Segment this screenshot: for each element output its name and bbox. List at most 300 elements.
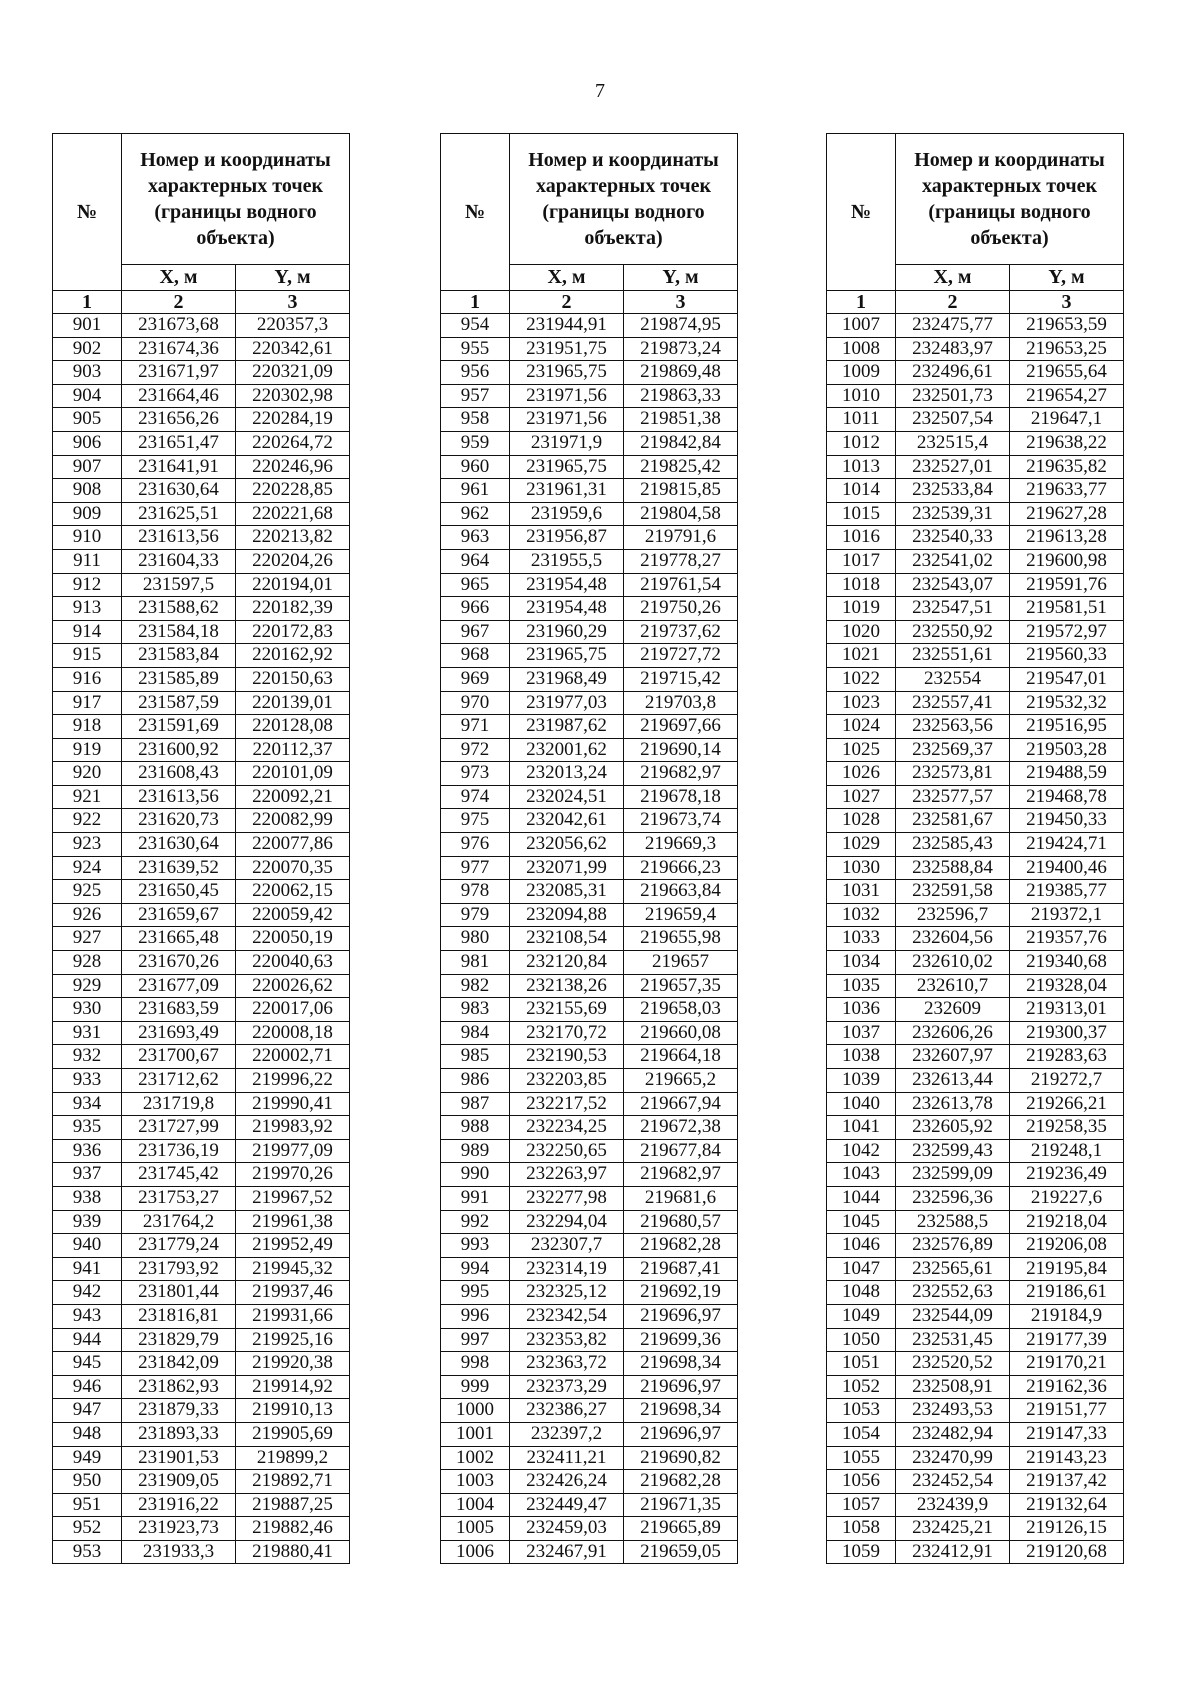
x-coordinate-cell: 232543,07: [896, 573, 1010, 597]
x-coordinate-cell: 231971,56: [510, 384, 624, 408]
table-row: [441, 1375, 738, 1399]
y-coordinate-cell: 219869,48: [624, 361, 738, 385]
header-no: №: [441, 134, 510, 291]
table-row: [53, 1517, 350, 1541]
table-row: [827, 880, 1124, 904]
table-row: [53, 738, 350, 762]
x-coordinate-cell: 231650,45: [122, 880, 236, 904]
table-row: [441, 738, 738, 762]
point-number-cell: 951: [53, 1493, 122, 1517]
x-coordinate-cell: 232508,91: [896, 1375, 1010, 1399]
table-row: [441, 1281, 738, 1305]
table-row: [827, 1186, 1124, 1210]
point-number-cell: 940: [53, 1234, 122, 1258]
y-coordinate-cell: 219996,22: [236, 1069, 350, 1093]
point-number-cell: 1051: [827, 1352, 896, 1376]
y-coordinate-cell: 219914,92: [236, 1375, 350, 1399]
y-coordinate-cell: 220026,62: [236, 974, 350, 998]
x-coordinate-cell: 232577,57: [896, 785, 1010, 809]
table-row: [827, 361, 1124, 385]
point-number-cell: 1017: [827, 549, 896, 573]
y-coordinate-cell: 219669,3: [624, 833, 738, 857]
header-col-num-1: 1: [441, 291, 510, 314]
y-coordinate-cell: 219638,22: [1010, 431, 1124, 455]
x-coordinate-cell: 231613,56: [122, 526, 236, 550]
x-coordinate-cell: 232501,73: [896, 384, 1010, 408]
table-row: [53, 903, 350, 927]
x-coordinate-cell: 232569,37: [896, 738, 1010, 762]
y-coordinate-cell: 220017,06: [236, 998, 350, 1022]
x-coordinate-cell: 232482,94: [896, 1422, 1010, 1446]
table-row: [53, 361, 350, 385]
table-row: [53, 620, 350, 644]
point-number-cell: 959: [441, 431, 510, 455]
coordinates-table-3: [826, 133, 1124, 1564]
table-row: [441, 667, 738, 691]
x-coordinate-cell: 232551,61: [896, 644, 1010, 668]
y-coordinate-cell: 220150,63: [236, 667, 350, 691]
x-coordinate-cell: 231700,67: [122, 1045, 236, 1069]
header-col-num-3: 3: [624, 291, 738, 314]
x-coordinate-cell: 232386,27: [510, 1399, 624, 1423]
x-coordinate-cell: 231630,64: [122, 833, 236, 857]
x-coordinate-cell: 231862,93: [122, 1375, 236, 1399]
point-number-cell: 915: [53, 644, 122, 668]
table-row: [827, 597, 1124, 621]
table-row: [827, 809, 1124, 833]
y-coordinate-cell: 219692,19: [624, 1281, 738, 1305]
table-row: [827, 1045, 1124, 1069]
x-coordinate-cell: 232533,84: [896, 479, 1010, 503]
point-number-cell: 1012: [827, 431, 896, 455]
point-number-cell: 982: [441, 974, 510, 998]
point-number-cell: 1040: [827, 1092, 896, 1116]
point-number-cell: 902: [53, 337, 122, 361]
y-coordinate-cell: 219663,84: [624, 880, 738, 904]
x-coordinate-cell: 232609: [896, 998, 1010, 1022]
point-number-cell: 1032: [827, 903, 896, 927]
point-number-cell: 990: [441, 1163, 510, 1187]
table-row: [53, 856, 350, 880]
y-coordinate-cell: 219910,13: [236, 1399, 350, 1423]
table-row: [827, 1257, 1124, 1281]
y-coordinate-cell: 219328,04: [1010, 974, 1124, 998]
point-number-cell: 905: [53, 408, 122, 432]
header-group-title: Номер и координаты характерных точек (границы водного объекта): [510, 134, 738, 265]
table-row: [441, 620, 738, 644]
x-coordinate-cell: 231923,73: [122, 1517, 236, 1541]
point-number-cell: 936: [53, 1139, 122, 1163]
table-row: [827, 573, 1124, 597]
y-coordinate-cell: 220002,71: [236, 1045, 350, 1069]
table-row: [53, 1422, 350, 1446]
y-coordinate-cell: 219931,66: [236, 1304, 350, 1328]
point-number-cell: 938: [53, 1186, 122, 1210]
point-number-cell: 1057: [827, 1493, 896, 1517]
x-coordinate-cell: 232452,54: [896, 1470, 1010, 1494]
y-coordinate-cell: 220228,85: [236, 479, 350, 503]
y-coordinate-cell: 219635,82: [1010, 455, 1124, 479]
x-coordinate-cell: 231801,44: [122, 1281, 236, 1305]
y-coordinate-cell: 219677,84: [624, 1139, 738, 1163]
table-row: [441, 1234, 738, 1258]
y-coordinate-cell: 219682,28: [624, 1470, 738, 1494]
y-coordinate-cell: 219778,27: [624, 549, 738, 573]
x-coordinate-cell: 231584,18: [122, 620, 236, 644]
table-row: [441, 998, 738, 1022]
y-coordinate-cell: 219905,69: [236, 1422, 350, 1446]
point-number-cell: 989: [441, 1139, 510, 1163]
y-coordinate-cell: 219977,09: [236, 1139, 350, 1163]
y-coordinate-cell: 219177,39: [1010, 1328, 1124, 1352]
y-coordinate-cell: 219613,28: [1010, 526, 1124, 550]
y-coordinate-cell: 219874,95: [624, 314, 738, 338]
point-number-cell: 961: [441, 479, 510, 503]
table-row: [827, 337, 1124, 361]
table-row: [441, 337, 738, 361]
table-row: [53, 502, 350, 526]
table-row: [441, 1328, 738, 1352]
y-coordinate-cell: 220246,96: [236, 455, 350, 479]
y-coordinate-cell: 219666,23: [624, 856, 738, 880]
point-number-cell: 944: [53, 1328, 122, 1352]
x-coordinate-cell: 231965,75: [510, 644, 624, 668]
x-coordinate-cell: 232426,24: [510, 1470, 624, 1494]
point-number-cell: 921: [53, 785, 122, 809]
x-coordinate-cell: 231597,5: [122, 573, 236, 597]
point-number-cell: 911: [53, 549, 122, 573]
y-coordinate-cell: 219761,54: [624, 573, 738, 597]
x-coordinate-cell: 232425,21: [896, 1517, 1010, 1541]
y-coordinate-cell: 219195,84: [1010, 1257, 1124, 1281]
table-row: [827, 620, 1124, 644]
point-number-cell: 1016: [827, 526, 896, 550]
y-coordinate-cell: 219424,71: [1010, 833, 1124, 857]
table-row: [827, 715, 1124, 739]
point-number-cell: 1007: [827, 314, 896, 338]
x-coordinate-cell: 232520,52: [896, 1352, 1010, 1376]
y-coordinate-cell: 220204,26: [236, 549, 350, 573]
x-coordinate-cell: 232094,88: [510, 903, 624, 927]
x-coordinate-cell: 232507,54: [896, 408, 1010, 432]
point-number-cell: 977: [441, 856, 510, 880]
point-number-cell: 1045: [827, 1210, 896, 1234]
y-coordinate-cell: 219653,59: [1010, 314, 1124, 338]
point-number-cell: 1052: [827, 1375, 896, 1399]
table-row: [827, 314, 1124, 338]
table-row: [53, 1045, 350, 1069]
x-coordinate-cell: 231879,33: [122, 1399, 236, 1423]
table-row: [827, 998, 1124, 1022]
point-number-cell: 993: [441, 1234, 510, 1258]
point-number-cell: 942: [53, 1281, 122, 1305]
table-row: [53, 644, 350, 668]
table-row: [53, 927, 350, 951]
table-row: [441, 431, 738, 455]
y-coordinate-cell: 219945,32: [236, 1257, 350, 1281]
table-row: [441, 833, 738, 857]
x-coordinate-cell: 231604,33: [122, 549, 236, 573]
y-coordinate-cell: 219967,52: [236, 1186, 350, 1210]
x-coordinate-cell: 232042,61: [510, 809, 624, 833]
header-col-num-3: 3: [236, 291, 350, 314]
y-coordinate-cell: 219206,08: [1010, 1234, 1124, 1258]
table-row: [441, 597, 738, 621]
x-coordinate-cell: 232531,45: [896, 1328, 1010, 1352]
table-row: [53, 314, 350, 338]
table-row: [441, 502, 738, 526]
point-number-cell: 1001: [441, 1422, 510, 1446]
point-number-cell: 1018: [827, 573, 896, 597]
point-number-cell: 976: [441, 833, 510, 857]
point-number-cell: 1047: [827, 1257, 896, 1281]
x-coordinate-cell: 232613,44: [896, 1069, 1010, 1093]
point-number-cell: 916: [53, 667, 122, 691]
point-number-cell: 935: [53, 1116, 122, 1140]
table-row: [827, 1210, 1124, 1234]
x-coordinate-cell: 231693,49: [122, 1021, 236, 1045]
y-coordinate-cell: 219698,34: [624, 1399, 738, 1423]
point-number-cell: 995: [441, 1281, 510, 1305]
x-coordinate-cell: 231956,87: [510, 526, 624, 550]
y-coordinate-cell: 219682,28: [624, 1234, 738, 1258]
x-coordinate-cell: 231600,92: [122, 738, 236, 762]
point-number-cell: 1008: [827, 337, 896, 361]
x-coordinate-cell: 232459,03: [510, 1517, 624, 1541]
point-number-cell: 997: [441, 1328, 510, 1352]
y-coordinate-cell: 219703,8: [624, 691, 738, 715]
point-number-cell: 1014: [827, 479, 896, 503]
point-number-cell: 928: [53, 951, 122, 975]
x-coordinate-cell: 231971,56: [510, 408, 624, 432]
y-coordinate-cell: 219653,25: [1010, 337, 1124, 361]
x-coordinate-cell: 232071,99: [510, 856, 624, 880]
x-coordinate-cell: 231585,89: [122, 667, 236, 691]
y-coordinate-cell: 219137,42: [1010, 1470, 1124, 1494]
x-coordinate-cell: 232467,91: [510, 1540, 624, 1564]
table-row: [827, 549, 1124, 573]
table-row: [441, 1116, 738, 1140]
x-coordinate-cell: 232604,56: [896, 927, 1010, 951]
table-row: [441, 1163, 738, 1187]
y-coordinate-cell: 219600,98: [1010, 549, 1124, 573]
table-row: [827, 526, 1124, 550]
y-coordinate-cell: 219300,37: [1010, 1021, 1124, 1045]
header-col-num-1: 1: [827, 291, 896, 314]
y-coordinate-cell: 219690,14: [624, 738, 738, 762]
x-coordinate-cell: 231736,19: [122, 1139, 236, 1163]
y-coordinate-cell: 219143,23: [1010, 1446, 1124, 1470]
point-number-cell: 1034: [827, 951, 896, 975]
table-row: [827, 1116, 1124, 1140]
header-y: Y, м: [1010, 265, 1124, 291]
header-col-num-1: 1: [53, 291, 122, 314]
x-coordinate-cell: 232263,97: [510, 1163, 624, 1187]
point-number-cell: 1010: [827, 384, 896, 408]
table-row: [53, 408, 350, 432]
x-coordinate-cell: 232576,89: [896, 1234, 1010, 1258]
table-row: [53, 549, 350, 573]
table-row: [441, 526, 738, 550]
table-row: [441, 1045, 738, 1069]
point-number-cell: 980: [441, 927, 510, 951]
point-number-cell: 912: [53, 573, 122, 597]
y-coordinate-cell: 219468,78: [1010, 785, 1124, 809]
table-row: [441, 1304, 738, 1328]
y-coordinate-cell: 219672,38: [624, 1116, 738, 1140]
coordinates-table-2: [440, 133, 738, 1564]
x-coordinate-cell: 231916,22: [122, 1493, 236, 1517]
point-number-cell: 1019: [827, 597, 896, 621]
y-coordinate-cell: 219657: [624, 951, 738, 975]
point-number-cell: 1022: [827, 667, 896, 691]
x-coordinate-cell: 232294,04: [510, 1210, 624, 1234]
table-row: [827, 384, 1124, 408]
table-row: [827, 1422, 1124, 1446]
table-row: [827, 1092, 1124, 1116]
table-row: [441, 361, 738, 385]
y-coordinate-cell: 219851,38: [624, 408, 738, 432]
y-coordinate-cell: 219659,05: [624, 1540, 738, 1564]
table-row: [827, 785, 1124, 809]
table-row: [827, 479, 1124, 503]
x-coordinate-cell: 231977,03: [510, 691, 624, 715]
table-row: [827, 502, 1124, 526]
x-coordinate-cell: 232307,7: [510, 1234, 624, 1258]
x-coordinate-cell: 232544,09: [896, 1304, 1010, 1328]
point-number-cell: 1038: [827, 1045, 896, 1069]
x-coordinate-cell: 231630,64: [122, 479, 236, 503]
table-row: [53, 1352, 350, 1376]
y-coordinate-cell: 219532,32: [1010, 691, 1124, 715]
point-number-cell: 963: [441, 526, 510, 550]
header-y: Y, м: [236, 265, 350, 291]
table-row: [441, 1540, 738, 1564]
x-coordinate-cell: 231965,75: [510, 455, 624, 479]
y-coordinate-cell: 219581,51: [1010, 597, 1124, 621]
x-coordinate-cell: 231961,31: [510, 479, 624, 503]
x-coordinate-cell: 231955,5: [510, 549, 624, 573]
point-number-cell: 965: [441, 573, 510, 597]
point-number-cell: 904: [53, 384, 122, 408]
y-coordinate-cell: 219667,94: [624, 1092, 738, 1116]
y-coordinate-cell: 220139,01: [236, 691, 350, 715]
point-number-cell: 985: [441, 1045, 510, 1069]
y-coordinate-cell: 219120,68: [1010, 1540, 1124, 1564]
x-coordinate-cell: 232190,53: [510, 1045, 624, 1069]
x-coordinate-cell: 231893,33: [122, 1422, 236, 1446]
x-coordinate-cell: 231960,29: [510, 620, 624, 644]
x-coordinate-cell: 232540,33: [896, 526, 1010, 550]
y-coordinate-cell: 219248,1: [1010, 1139, 1124, 1163]
x-coordinate-cell: 232552,63: [896, 1281, 1010, 1305]
header-no: №: [827, 134, 896, 291]
point-number-cell: 1039: [827, 1069, 896, 1093]
x-coordinate-cell: 231664,46: [122, 384, 236, 408]
table-row: [53, 1186, 350, 1210]
y-coordinate-cell: 219385,77: [1010, 880, 1124, 904]
table-row: [441, 927, 738, 951]
x-coordinate-cell: 231944,91: [510, 314, 624, 338]
point-number-cell: 981: [441, 951, 510, 975]
y-coordinate-cell: 219698,34: [624, 1352, 738, 1376]
page-number: 7: [595, 80, 605, 102]
table-row: [827, 667, 1124, 691]
point-number-cell: 1015: [827, 502, 896, 526]
y-coordinate-cell: 219132,64: [1010, 1493, 1124, 1517]
point-number-cell: 972: [441, 738, 510, 762]
table-row: [53, 951, 350, 975]
point-number-cell: 1046: [827, 1234, 896, 1258]
point-number-cell: 939: [53, 1210, 122, 1234]
x-coordinate-cell: 232325,12: [510, 1281, 624, 1305]
y-coordinate-cell: 219266,21: [1010, 1092, 1124, 1116]
y-coordinate-cell: 219660,08: [624, 1021, 738, 1045]
x-coordinate-cell: 232412,91: [896, 1540, 1010, 1564]
point-number-cell: 923: [53, 833, 122, 857]
y-coordinate-cell: 220182,39: [236, 597, 350, 621]
y-coordinate-cell: 220077,86: [236, 833, 350, 857]
x-coordinate-cell: 232606,26: [896, 1021, 1010, 1045]
point-number-cell: 958: [441, 408, 510, 432]
table-body: [53, 314, 350, 1564]
point-number-cell: 1033: [827, 927, 896, 951]
point-number-cell: 971: [441, 715, 510, 739]
x-coordinate-cell: 231591,69: [122, 715, 236, 739]
x-coordinate-cell: 231583,84: [122, 644, 236, 668]
table-row: [827, 738, 1124, 762]
x-coordinate-cell: 231793,92: [122, 1257, 236, 1281]
y-coordinate-cell: 220062,15: [236, 880, 350, 904]
y-coordinate-cell: 219690,82: [624, 1446, 738, 1470]
table-row: [441, 951, 738, 975]
point-number-cell: 998: [441, 1352, 510, 1376]
y-coordinate-cell: 219880,41: [236, 1540, 350, 1564]
point-number-cell: 987: [441, 1092, 510, 1116]
point-number-cell: 926: [53, 903, 122, 927]
table-row: [441, 1517, 738, 1541]
x-coordinate-cell: 232234,25: [510, 1116, 624, 1140]
x-coordinate-cell: 232605,92: [896, 1116, 1010, 1140]
x-coordinate-cell: 232563,56: [896, 715, 1010, 739]
point-number-cell: 934: [53, 1092, 122, 1116]
table-row: [441, 785, 738, 809]
y-coordinate-cell: 219920,38: [236, 1352, 350, 1376]
x-coordinate-cell: 232557,41: [896, 691, 1010, 715]
header-no: №: [53, 134, 122, 291]
y-coordinate-cell: 219664,18: [624, 1045, 738, 1069]
x-coordinate-cell: 232353,82: [510, 1328, 624, 1352]
x-coordinate-cell: 232373,29: [510, 1375, 624, 1399]
point-number-cell: 950: [53, 1470, 122, 1494]
table-row: [53, 1257, 350, 1281]
x-coordinate-cell: 232607,97: [896, 1045, 1010, 1069]
point-number-cell: 931: [53, 1021, 122, 1045]
point-number-cell: 946: [53, 1375, 122, 1399]
y-coordinate-cell: 219925,16: [236, 1328, 350, 1352]
x-coordinate-cell: 232596,7: [896, 903, 1010, 927]
x-coordinate-cell: 232120,84: [510, 951, 624, 975]
point-number-cell: 967: [441, 620, 510, 644]
point-number-cell: 927: [53, 927, 122, 951]
x-coordinate-cell: 231965,75: [510, 361, 624, 385]
point-number-cell: 992: [441, 1210, 510, 1234]
point-number-cell: 1048: [827, 1281, 896, 1305]
header-group-title: Номер и координаты характерных точек (границы водного объекта): [122, 134, 350, 265]
x-coordinate-cell: 232001,62: [510, 738, 624, 762]
y-coordinate-cell: 219227,6: [1010, 1186, 1124, 1210]
point-number-cell: 1009: [827, 361, 896, 385]
